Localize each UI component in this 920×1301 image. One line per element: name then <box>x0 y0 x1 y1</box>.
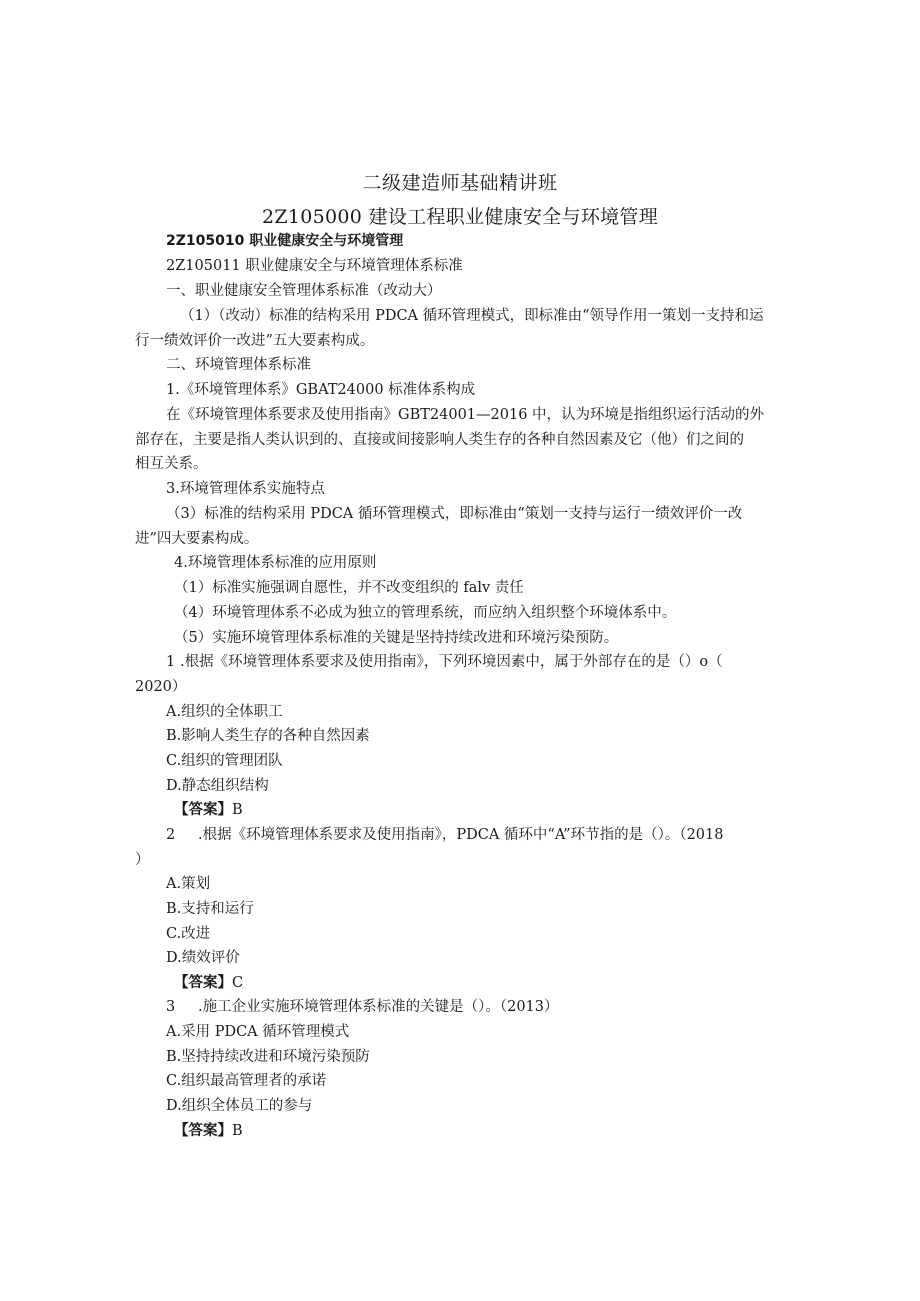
question-stem: .根据《环境管理体系要求及使用指南》，下列环境因素中，属于外部存在的是（）o（ <box>180 654 723 670</box>
paragraph-line: 在《环境管理体系要求及使用指南》GBT24001—2016 中，认为环境是指组织运行活动的外 <box>166 407 765 423</box>
option-a: A.组织的全体职工 <box>166 704 283 720</box>
option-b: B.影响人类生存的各种自然因素 <box>166 728 370 744</box>
answer-line <box>174 798 243 823</box>
paragraph-line: （3）标准的结构采用 PDCA 循环管理模式，即标准由“策划一支持与运行一绩效评价一改 <box>166 506 743 522</box>
paragraph-line: （1）（改动）标准的结构采用 PDCA 循环管理模式，即标准由“领导作用一策划一支持和运 <box>180 308 764 324</box>
answer-value: B <box>232 1123 243 1139</box>
option-c: C.改进 <box>166 926 211 942</box>
option-a: A.采用 PDCA 循环管理模式 <box>166 1024 350 1040</box>
paragraph-line: 进”四大要素构成。 <box>135 531 259 547</box>
option-b: B.支持和运行 <box>166 901 254 917</box>
paragraph-line: 相互关系。 <box>135 456 208 472</box>
paragraph-line: （4）环境管理体系不必成为独立的管理系统，而应纳入组织整个环境体系中。 <box>174 605 677 621</box>
option-a: A.策划 <box>166 876 211 892</box>
answer-line <box>174 971 243 996</box>
question-stem-cont: 2020） <box>135 679 187 695</box>
subsection-heading: 2Z105011 职业健康安全与环境管理体系标准 <box>166 258 463 274</box>
answer-label: 【答案】 <box>174 802 232 818</box>
paragraph-line: 行一绩效评价一改进”五大要素构成。 <box>135 333 375 349</box>
option-c: C.组织的管理团队 <box>166 753 283 769</box>
answer-line <box>174 1119 243 1144</box>
question-stem: .施工企业实施环境管理体系标准的关键是（）。（2013） <box>198 999 559 1015</box>
answer-value: C <box>232 975 244 991</box>
question-number: 3 <box>166 999 176 1015</box>
heading-item: 4.环境管理体系标准的应用原则 <box>174 555 377 571</box>
paragraph-line: （5）实施环境管理体系标准的关键是坚持持续改进和环境污染预防。 <box>174 630 619 646</box>
section-heading: 2Z105010 职业健康安全与环境管理 <box>166 233 404 249</box>
paragraph-line: （1）标准实施强调自愿性，并不改变组织的 falv 责任 <box>174 580 524 596</box>
option-c: C.组织最高管理者的承诺 <box>166 1073 327 1089</box>
heading-item: 1.《环境管理体系》GBAT24000 标准体系构成 <box>166 382 476 398</box>
heading-item: 3.环境管理体系实施特点 <box>166 481 325 497</box>
option-d: D.组织全体员工的参与 <box>166 1098 313 1114</box>
question-number: 2 <box>166 827 176 843</box>
question-number: 1 <box>166 654 176 670</box>
question-stem-cont: ） <box>135 852 150 868</box>
question-stem: .根据《环境管理体系要求及使用指南》，PDCA 循环中“A”环节指的是（）。（2018 <box>198 827 724 843</box>
option-d: D.绩效评价 <box>166 950 240 966</box>
answer-value: B <box>232 802 243 818</box>
option-d: D.静态组织结构 <box>166 778 269 794</box>
paragraph-line: 部存在，主要是指人类认识到的、直接或间接影响人类生存的各种自然因素及它（他）们之间的 <box>135 432 744 448</box>
document-subtitle: 2Z105000 建设工程职业健康安全与环境管理 <box>261 206 659 228</box>
heading-ohs-standard: 一、职业健康安全管理体系标准（改动大） <box>166 283 442 299</box>
answer-label: 【答案】 <box>174 975 232 991</box>
document-title: 二级建造师基础精讲班 <box>362 172 558 194</box>
answer-label: 【答案】 <box>174 1123 232 1139</box>
heading-env-standard: 二、环境管理体系标准 <box>166 357 311 373</box>
option-b: B.坚持持续改进和环境污染预防 <box>166 1049 370 1065</box>
